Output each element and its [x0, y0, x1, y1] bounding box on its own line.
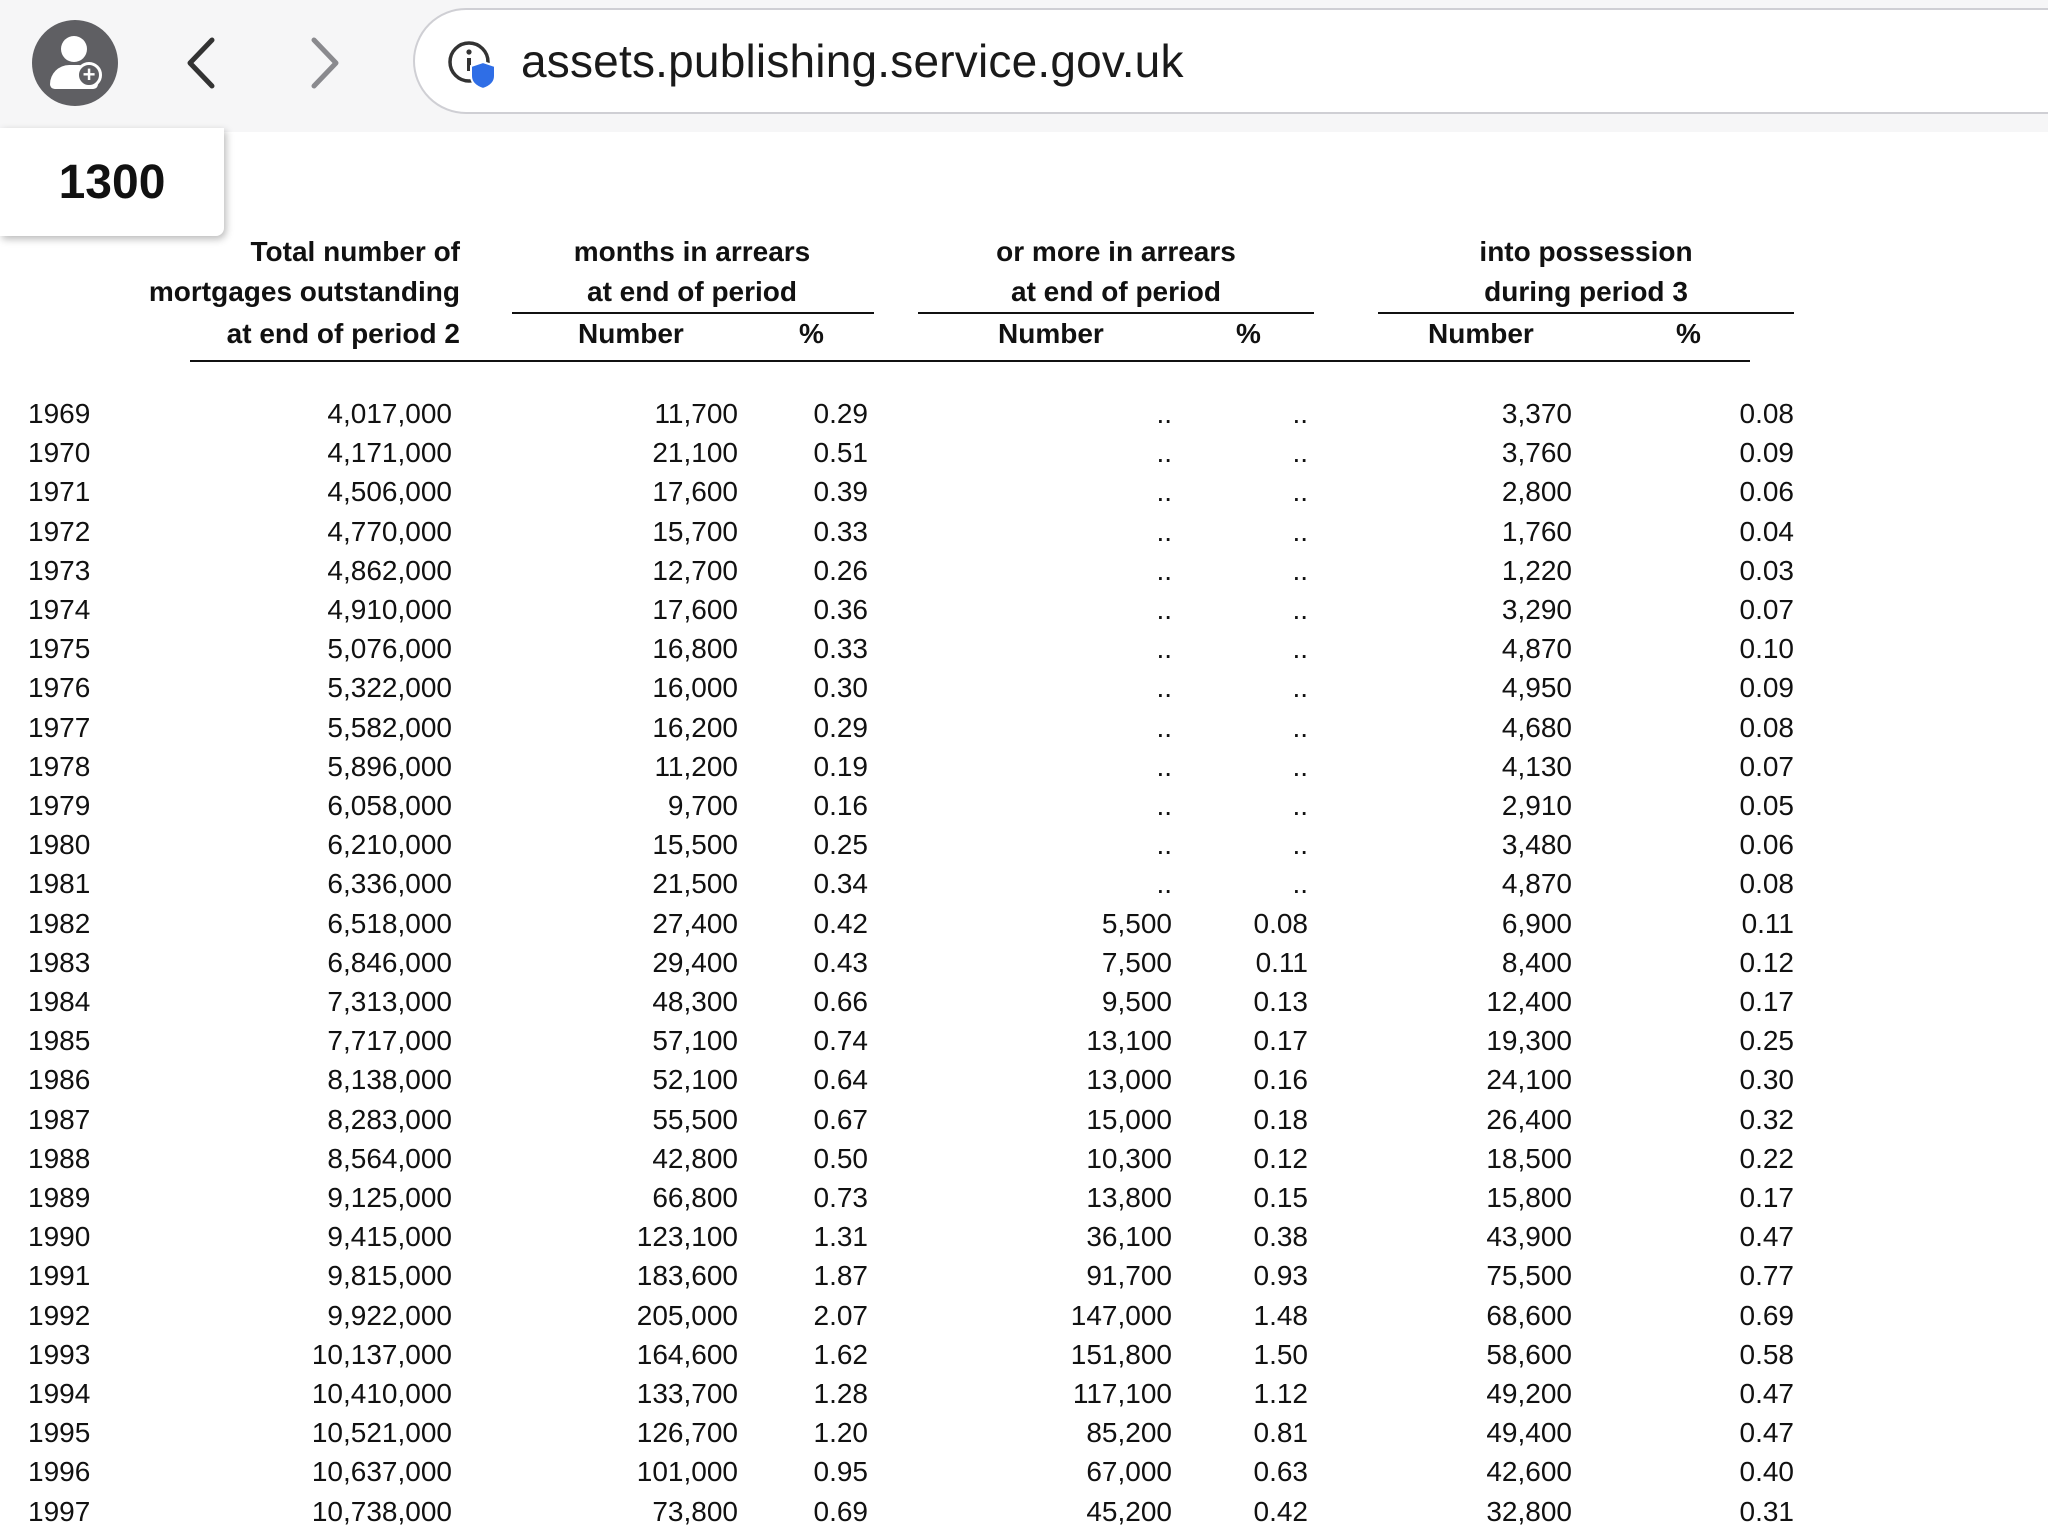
- year-cell: 1979: [28, 790, 91, 821]
- year-cell: 1989: [28, 1182, 91, 1213]
- possession-pct-cell: 0.69: [1739, 1299, 1794, 1331]
- possession-number-cell: 4,870: [1501, 633, 1572, 665]
- months-arrears-number-cell: 48,300: [652, 986, 738, 1017]
- months-arrears-number-cell: 27,400: [652, 907, 738, 939]
- possession-number-cell: 15,800: [1486, 1182, 1572, 1213]
- year-cell: 1980: [28, 829, 91, 861]
- possession-number-cell: 2,800: [1501, 476, 1572, 508]
- header-possession-line-2: during period 3: [1484, 276, 1688, 307]
- possession-pct-cell: 0.08: [1739, 868, 1794, 900]
- more-arrears-number-cell: ..: [1156, 594, 1172, 625]
- header-more-line-1: or more in arrears: [996, 236, 1236, 267]
- more-arrears-pct-cell: ..: [1292, 672, 1308, 704]
- months-arrears-pct-cell: 1.62: [813, 1338, 868, 1370]
- total-mortgages-cell: 10,521,000: [311, 1417, 452, 1449]
- months-arrears-pct-cell: 1.28: [813, 1378, 868, 1409]
- more-arrears-number-cell: 13,800: [1086, 1182, 1172, 1213]
- more-arrears-number-cell: 85,200: [1086, 1417, 1172, 1449]
- months-arrears-number-cell: 16,000: [652, 672, 738, 704]
- year-cell: 1977: [28, 711, 91, 743]
- more-arrears-number-cell: ..: [1156, 515, 1172, 547]
- total-mortgages-cell: 4,506,000: [327, 476, 452, 508]
- months-arrears-number-cell: 52,100: [652, 1064, 738, 1096]
- more-arrears-pct-cell: 0.42: [1253, 1495, 1308, 1527]
- possession-number-cell: 4,870: [1501, 868, 1572, 900]
- more-arrears-number-cell: 36,100: [1086, 1221, 1172, 1253]
- months-arrears-number-cell: 16,200: [652, 711, 738, 743]
- months-arrears-pct-cell: 0.30: [813, 672, 868, 704]
- total-mortgages-cell: 4,171,000: [327, 437, 452, 469]
- url-text[interactable]: assets.publishing.service.gov.uk: [521, 35, 1184, 87]
- more-arrears-number-cell: 147,000: [1070, 1299, 1172, 1331]
- more-arrears-pct-cell: ..: [1292, 711, 1308, 743]
- total-mortgages-cell: 7,717,000: [327, 1025, 452, 1057]
- possession-number-cell: 42,600: [1486, 1456, 1572, 1488]
- possession-pct-cell: 0.12: [1739, 946, 1794, 978]
- possession-pct-cell: 0.09: [1739, 437, 1794, 469]
- header-bottom-rule: [190, 360, 1750, 362]
- more-arrears-pct-cell: ..: [1292, 398, 1308, 429]
- possession-pct-cell: 0.04: [1739, 515, 1794, 547]
- months-arrears-pct-cell: 1.20: [813, 1417, 868, 1449]
- months-arrears-number-cell: 57,100: [652, 1025, 738, 1057]
- possession-pct-cell: 0.22: [1739, 1142, 1794, 1174]
- possession-pct-cell: 0.40: [1739, 1456, 1794, 1488]
- more-arrears-number-cell: ..: [1156, 790, 1172, 821]
- months-arrears-number-cell: 11,200: [654, 750, 738, 782]
- months-arrears-number-cell: 101,000: [636, 1456, 738, 1488]
- more-arrears-number-cell: ..: [1156, 476, 1172, 508]
- more-arrears-number-cell: ..: [1156, 398, 1172, 429]
- possession-number-cell: 3,480: [1501, 829, 1572, 861]
- possession-pct-cell: 0.09: [1739, 672, 1794, 704]
- more-arrears-number-cell: 45,200: [1086, 1495, 1172, 1527]
- header-possession-number: Number: [1428, 318, 1534, 349]
- more-arrears-pct-cell: 0.16: [1253, 1064, 1308, 1096]
- total-mortgages-cell: 10,410,000: [311, 1378, 452, 1409]
- possession-pct-cell: 0.25: [1739, 1025, 1794, 1057]
- months-arrears-pct-cell: 0.39: [813, 476, 868, 508]
- header-months-line-1: months in arrears: [573, 236, 811, 267]
- year-cell: 1994: [28, 1378, 91, 1409]
- year-cell: 1995: [28, 1417, 91, 1449]
- more-arrears-number-cell: 7,500: [1101, 946, 1172, 978]
- year-cell: 1992: [28, 1299, 91, 1331]
- more-arrears-pct-cell: 0.93: [1253, 1260, 1308, 1292]
- page-number-badge: 1300: [0, 128, 224, 236]
- possession-number-cell: 49,200: [1486, 1378, 1572, 1409]
- possession-pct-cell: 0.06: [1739, 829, 1794, 861]
- year-cell: 1975: [28, 633, 91, 665]
- total-mortgages-cell: 4,862,000: [327, 554, 452, 586]
- months-arrears-pct-cell: 0.64: [813, 1064, 868, 1096]
- possession-number-cell: 19,300: [1486, 1025, 1572, 1057]
- more-arrears-number-cell: ..: [1156, 437, 1172, 469]
- more-arrears-number-cell: ..: [1156, 750, 1172, 782]
- total-mortgages-cell: 5,076,000: [327, 633, 452, 665]
- possession-number-cell: 75,500: [1486, 1260, 1572, 1292]
- header-possession-pct: %: [1676, 318, 1701, 349]
- more-arrears-pct-cell: 1.48: [1253, 1299, 1308, 1331]
- header-rule-months: [512, 312, 874, 314]
- possession-pct-cell: 0.47: [1739, 1221, 1794, 1253]
- months-arrears-pct-cell: 0.95: [813, 1456, 868, 1488]
- months-arrears-number-cell: 55,500: [652, 1103, 738, 1135]
- months-arrears-pct-cell: 0.29: [813, 398, 868, 429]
- more-arrears-pct-cell: 0.12: [1253, 1142, 1308, 1174]
- more-arrears-number-cell: 13,000: [1086, 1064, 1172, 1096]
- possession-number-cell: 4,950: [1501, 672, 1572, 704]
- more-arrears-pct-cell: ..: [1292, 829, 1308, 861]
- months-arrears-pct-cell: 0.74: [813, 1025, 868, 1057]
- more-arrears-pct-cell: 0.63: [1253, 1456, 1308, 1488]
- more-arrears-pct-cell: ..: [1292, 790, 1308, 821]
- more-arrears-pct-cell: 0.11: [1255, 946, 1308, 978]
- more-arrears-pct-cell: ..: [1292, 868, 1308, 900]
- year-cell: 1988: [28, 1142, 91, 1174]
- possession-number-cell: 8,400: [1501, 946, 1572, 978]
- forward-button[interactable]: [294, 28, 354, 98]
- more-arrears-number-cell: ..: [1156, 672, 1172, 704]
- months-arrears-pct-cell: 0.33: [813, 633, 868, 665]
- year-cell: 1985: [28, 1025, 91, 1057]
- year-cell: 1986: [28, 1064, 91, 1096]
- possession-pct-cell: 0.58: [1739, 1338, 1794, 1370]
- more-arrears-number-cell: 67,000: [1086, 1456, 1172, 1488]
- year-cell: 1969: [28, 398, 91, 429]
- total-mortgages-cell: 8,564,000: [327, 1142, 452, 1174]
- year-cell: 1997: [28, 1495, 91, 1527]
- possession-number-cell: 24,100: [1486, 1064, 1572, 1096]
- months-arrears-pct-cell: 0.16: [813, 790, 868, 821]
- total-mortgages-cell: 4,910,000: [327, 594, 452, 625]
- year-cell: 1970: [28, 437, 91, 469]
- total-mortgages-cell: 10,137,000: [311, 1338, 452, 1370]
- total-mortgages-cell: 5,582,000: [327, 711, 452, 743]
- header-total-line-1: Total number of: [250, 236, 460, 267]
- possession-number-cell: 58,600: [1486, 1338, 1572, 1370]
- months-arrears-pct-cell: 0.34: [813, 868, 868, 900]
- address-bar[interactable]: [413, 8, 2048, 114]
- year-cell: 1983: [28, 946, 91, 978]
- possession-pct-cell: 0.47: [1739, 1378, 1794, 1409]
- more-arrears-pct-cell: 0.17: [1253, 1025, 1308, 1057]
- possession-number-cell: 3,290: [1501, 594, 1572, 625]
- possession-pct-cell: 0.08: [1739, 398, 1794, 429]
- year-cell: 1973: [28, 554, 91, 586]
- header-rule-possession: [1378, 312, 1794, 314]
- year-cell: 1976: [28, 672, 91, 704]
- year-cell: 1981: [28, 868, 91, 900]
- year-cell: 1987: [28, 1103, 91, 1135]
- possession-number-cell: 4,680: [1501, 711, 1572, 743]
- header-more-pct: %: [1236, 318, 1261, 349]
- header-total-line-2: mortgages outstanding: [148, 276, 460, 307]
- more-arrears-pct-cell: 0.15: [1253, 1182, 1308, 1213]
- year-cell: 1990: [28, 1221, 91, 1253]
- possession-pct-cell: 0.17: [1739, 1182, 1794, 1213]
- more-arrears-number-cell: 151,800: [1070, 1338, 1172, 1370]
- months-arrears-pct-cell: 0.25: [813, 829, 868, 861]
- months-arrears-pct-cell: 0.73: [813, 1182, 868, 1213]
- possession-pct-cell: 0.10: [1739, 633, 1794, 665]
- months-arrears-pct-cell: 0.29: [813, 711, 868, 743]
- months-arrears-pct-cell: 0.42: [813, 907, 868, 939]
- header-months-line-2: at end of period: [587, 276, 797, 307]
- possession-number-cell: 18,500: [1486, 1142, 1572, 1174]
- months-arrears-pct-cell: 0.26: [813, 554, 868, 586]
- year-cell: 1993: [28, 1338, 91, 1370]
- months-arrears-number-cell: 164,600: [636, 1338, 738, 1370]
- more-arrears-pct-cell: 0.13: [1253, 986, 1308, 1017]
- possession-pct-cell: 0.17: [1739, 986, 1794, 1017]
- more-arrears-pct-cell: ..: [1292, 437, 1308, 469]
- possession-pct-cell: 0.30: [1739, 1064, 1794, 1096]
- header-rule-more: [918, 312, 1314, 314]
- back-button[interactable]: [172, 28, 232, 98]
- more-arrears-pct-cell: ..: [1292, 750, 1308, 782]
- more-arrears-pct-cell: 0.38: [1253, 1221, 1308, 1253]
- year-cell: 1972: [28, 515, 91, 547]
- months-arrears-pct-cell: 0.36: [813, 594, 868, 625]
- possession-number-cell: 1,220: [1501, 554, 1572, 586]
- more-arrears-number-cell: 117,100: [1072, 1378, 1172, 1409]
- possession-number-cell: 3,370: [1501, 398, 1572, 429]
- total-mortgages-cell: 4,770,000: [327, 515, 452, 547]
- more-arrears-number-cell: ..: [1156, 868, 1172, 900]
- months-arrears-pct-cell: 0.43: [813, 946, 868, 978]
- months-arrears-pct-cell: 0.67: [813, 1103, 868, 1135]
- chevron-left-icon: [172, 28, 232, 98]
- more-arrears-number-cell: ..: [1156, 633, 1172, 665]
- possession-pct-cell: 0.07: [1739, 750, 1794, 782]
- total-mortgages-cell: 5,896,000: [327, 750, 452, 782]
- total-mortgages-cell: 6,210,000: [327, 829, 452, 861]
- months-arrears-number-cell: 73,800: [652, 1495, 738, 1527]
- more-arrears-number-cell: 15,000: [1086, 1103, 1172, 1135]
- possession-pct-cell: 0.31: [1739, 1495, 1794, 1527]
- total-mortgages-cell: 9,415,000: [327, 1221, 452, 1253]
- possession-number-cell: 49,400: [1486, 1417, 1572, 1449]
- months-arrears-pct-cell: 2.07: [813, 1299, 868, 1331]
- possession-pct-cell: 0.08: [1739, 711, 1794, 743]
- more-arrears-number-cell: ..: [1156, 711, 1172, 743]
- year-cell: 1971: [28, 476, 91, 508]
- header-more-number: Number: [998, 318, 1104, 349]
- total-mortgages-cell: 10,738,000: [311, 1495, 452, 1527]
- site-info-shield-icon[interactable]: [445, 36, 501, 92]
- more-arrears-pct-cell: 0.18: [1253, 1103, 1308, 1135]
- more-arrears-pct-cell: ..: [1292, 476, 1308, 508]
- possession-number-cell: 4,130: [1501, 750, 1572, 782]
- possession-number-cell: 12,400: [1486, 986, 1572, 1017]
- header-months-number: Number: [578, 318, 684, 349]
- months-arrears-number-cell: 16,800: [652, 633, 738, 665]
- more-arrears-pct-cell: 0.81: [1253, 1417, 1308, 1449]
- total-mortgages-cell: 6,518,000: [327, 907, 452, 939]
- months-arrears-number-cell: 17,600: [652, 594, 738, 625]
- months-arrears-number-cell: 133,700: [636, 1378, 738, 1409]
- months-arrears-pct-cell: 0.50: [813, 1142, 868, 1174]
- chevron-right-icon: [294, 28, 354, 98]
- months-arrears-number-cell: 9,700: [667, 790, 738, 821]
- more-arrears-number-cell: 91,700: [1086, 1260, 1172, 1292]
- months-arrears-pct-cell: 0.19: [813, 750, 868, 782]
- months-arrears-number-cell: 12,700: [652, 554, 738, 586]
- months-arrears-number-cell: 15,500: [652, 829, 738, 861]
- year-cell: 1984: [28, 986, 91, 1017]
- more-arrears-pct-cell: ..: [1292, 594, 1308, 625]
- total-mortgages-cell: 6,336,000: [327, 868, 452, 900]
- more-arrears-pct-cell: ..: [1292, 554, 1308, 586]
- more-arrears-pct-cell: ..: [1292, 633, 1308, 665]
- months-arrears-number-cell: 42,800: [652, 1142, 738, 1174]
- months-arrears-number-cell: 17,600: [652, 476, 738, 508]
- more-arrears-number-cell: ..: [1156, 554, 1172, 586]
- year-cell: 1991: [28, 1260, 91, 1292]
- possession-pct-cell: 0.03: [1739, 554, 1794, 586]
- total-mortgages-cell: 6,846,000: [327, 946, 452, 978]
- months-arrears-number-cell: 205,000: [636, 1299, 738, 1331]
- more-arrears-pct-cell: 0.08: [1253, 907, 1308, 939]
- possession-number-cell: 6,900: [1501, 907, 1572, 939]
- year-cell: 1978: [28, 750, 91, 782]
- header-months-pct: %: [799, 318, 824, 349]
- months-arrears-pct-cell: 0.66: [813, 986, 868, 1017]
- total-mortgages-cell: 10,637,000: [311, 1456, 452, 1488]
- possession-pct-cell: 0.05: [1739, 790, 1794, 821]
- total-mortgages-cell: 9,815,000: [327, 1260, 452, 1292]
- more-arrears-number-cell: 5,500: [1101, 907, 1172, 939]
- header-more-line-2: at end of period: [1011, 276, 1221, 307]
- possession-number-cell: 1,760: [1501, 515, 1572, 547]
- months-arrears-pct-cell: 1.87: [813, 1260, 868, 1292]
- total-mortgages-cell: 9,922,000: [327, 1299, 452, 1331]
- total-mortgages-cell: 4,017,000: [327, 398, 452, 429]
- months-arrears-number-cell: 29,400: [652, 946, 738, 978]
- total-mortgages-cell: 6,058,000: [327, 790, 452, 821]
- possession-pct-cell: 0.06: [1739, 476, 1794, 508]
- possession-number-cell: 2,910: [1501, 790, 1572, 821]
- months-arrears-pct-cell: 0.51: [813, 437, 868, 469]
- possession-pct-cell: 0.07: [1739, 594, 1794, 625]
- header-possession-line-1: into possession: [1479, 236, 1693, 267]
- total-mortgages-cell: 7,313,000: [327, 986, 452, 1017]
- possession-pct-cell: 0.77: [1739, 1260, 1794, 1292]
- months-arrears-number-cell: 15,700: [652, 515, 738, 547]
- possession-pct-cell: 0.32: [1739, 1103, 1794, 1135]
- total-mortgages-cell: 8,283,000: [327, 1103, 452, 1135]
- more-arrears-number-cell: 10,300: [1086, 1142, 1172, 1174]
- year-cell: 1982: [28, 907, 91, 939]
- total-mortgages-cell: 9,125,000: [327, 1182, 452, 1213]
- months-arrears-number-cell: 123,100: [636, 1221, 738, 1253]
- possession-number-cell: 32,800: [1486, 1495, 1572, 1527]
- months-arrears-number-cell: 66,800: [652, 1182, 738, 1213]
- months-arrears-number-cell: 21,500: [652, 868, 738, 900]
- header-total-line-3: at end of period 2: [226, 318, 460, 349]
- more-arrears-pct-cell: 1.12: [1253, 1378, 1308, 1409]
- possession-pct-cell: 0.11: [1741, 907, 1794, 939]
- total-mortgages-cell: 8,138,000: [327, 1064, 452, 1096]
- more-arrears-number-cell: 13,100: [1086, 1025, 1172, 1057]
- year-cell: 1996: [28, 1456, 91, 1488]
- profile-avatar-add-icon[interactable]: +: [32, 20, 118, 106]
- more-arrears-number-cell: 9,500: [1101, 986, 1172, 1017]
- months-arrears-number-cell: 126,700: [636, 1417, 738, 1449]
- more-arrears-pct-cell: 1.50: [1253, 1338, 1308, 1370]
- browser-toolbar: [0, 0, 2048, 132]
- year-cell: 1974: [28, 594, 91, 625]
- months-arrears-number-cell: 183,600: [636, 1260, 738, 1292]
- months-arrears-number-cell: 21,100: [652, 437, 738, 469]
- possession-pct-cell: 0.47: [1739, 1417, 1794, 1449]
- months-arrears-pct-cell: 0.69: [813, 1495, 868, 1527]
- total-mortgages-cell: 5,322,000: [327, 672, 452, 704]
- more-arrears-pct-cell: ..: [1292, 515, 1308, 547]
- possession-number-cell: 43,900: [1486, 1221, 1572, 1253]
- possession-number-cell: 26,400: [1486, 1103, 1572, 1135]
- possession-number-cell: 68,600: [1486, 1299, 1572, 1331]
- more-arrears-number-cell: ..: [1156, 829, 1172, 861]
- possession-number-cell: 3,760: [1501, 437, 1572, 469]
- months-arrears-pct-cell: 1.31: [813, 1221, 868, 1253]
- months-arrears-pct-cell: 0.33: [813, 515, 868, 547]
- months-arrears-number-cell: 11,700: [654, 398, 738, 429]
